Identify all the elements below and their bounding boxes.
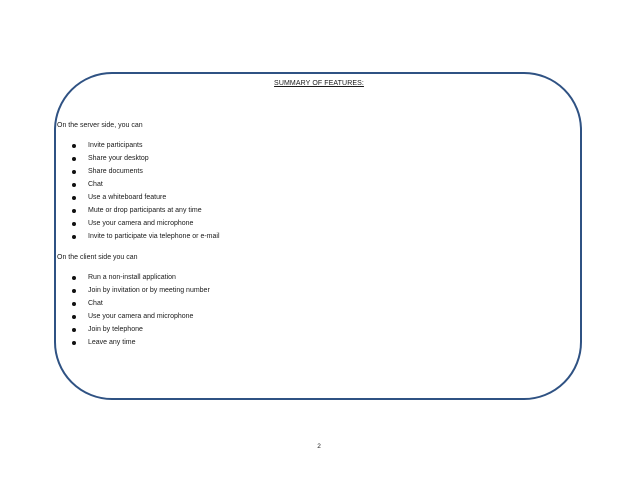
client-feature-text: Run a non-install application bbox=[88, 274, 176, 281]
bullet-icon bbox=[72, 302, 76, 306]
server-feature-item bbox=[71, 178, 220, 191]
client-feature-text: Chat bbox=[88, 300, 103, 307]
client-feature-list bbox=[71, 271, 210, 349]
bullet-icon bbox=[72, 341, 76, 345]
server-feature-item bbox=[71, 204, 220, 217]
server-feature-text: Use your camera and microphone bbox=[88, 220, 194, 227]
page-number: 2 bbox=[317, 443, 321, 450]
client-feature-item bbox=[71, 284, 210, 297]
client-feature-text: Join by telephone bbox=[88, 326, 143, 333]
server-feature-item bbox=[71, 230, 220, 243]
client-feature-text: Leave any time bbox=[88, 339, 136, 346]
client-feature-text: Use your camera and microphone bbox=[88, 313, 194, 320]
client-side-heading: On the client side you can bbox=[57, 254, 138, 261]
server-feature-item bbox=[71, 139, 220, 152]
client-feature-text: Join by invitation or by meeting number bbox=[88, 287, 210, 294]
bullet-icon bbox=[72, 235, 76, 239]
server-feature-item bbox=[71, 165, 220, 178]
summary-title: SUMMARY OF FEATURES: bbox=[274, 80, 364, 87]
bullet-icon bbox=[72, 144, 76, 148]
bullet-icon bbox=[72, 157, 76, 161]
client-feature-item bbox=[71, 323, 210, 336]
bullet-icon bbox=[72, 183, 76, 187]
client-feature-item bbox=[71, 271, 210, 284]
bullet-icon bbox=[72, 328, 76, 332]
server-feature-item bbox=[71, 217, 220, 230]
server-side-heading: On the server side, you can bbox=[57, 122, 143, 129]
server-feature-text: Invite participants bbox=[88, 142, 143, 149]
server-feature-text: Use a whiteboard feature bbox=[88, 194, 167, 201]
server-feature-list bbox=[71, 139, 220, 243]
server-feature-text: Share your desktop bbox=[88, 155, 149, 162]
client-feature-item bbox=[71, 336, 210, 349]
server-feature-item bbox=[71, 191, 220, 204]
bullet-icon bbox=[72, 222, 76, 226]
bullet-icon bbox=[72, 209, 76, 213]
server-feature-text: Invite to participate via telephone or e-mail bbox=[88, 233, 220, 240]
server-feature-text: Share documents bbox=[88, 168, 143, 175]
client-feature-item bbox=[71, 297, 210, 310]
server-feature-text: Mute or drop participants at any time bbox=[88, 207, 202, 214]
bullet-icon bbox=[72, 315, 76, 319]
server-feature-item bbox=[71, 152, 220, 165]
bullet-icon bbox=[72, 196, 76, 200]
bullet-icon bbox=[72, 170, 76, 174]
bullet-icon bbox=[72, 289, 76, 293]
bullet-icon bbox=[72, 276, 76, 280]
server-feature-text: Chat bbox=[88, 181, 103, 188]
client-feature-item bbox=[71, 310, 210, 323]
